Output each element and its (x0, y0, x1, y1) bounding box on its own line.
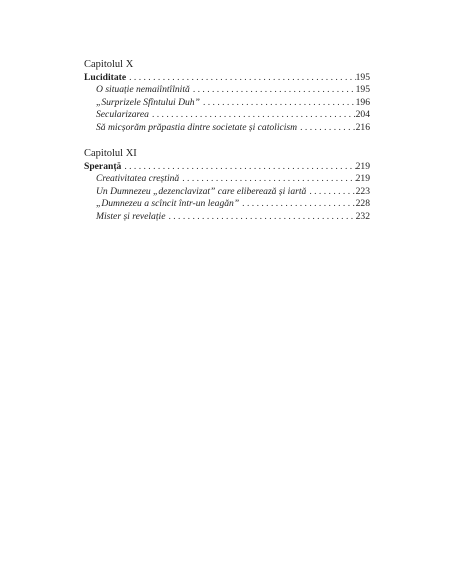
table-of-contents (84, 59, 370, 237)
dot-leader (239, 198, 355, 210)
dot-leader (179, 173, 355, 185)
dot-leader (200, 97, 356, 109)
toc-entry-page: 204 (355, 109, 370, 121)
dot-leader (121, 161, 355, 173)
toc-entry-page: 195 (355, 72, 370, 83)
toc-entry-title: Un Dumnezeu „dezenclavizat” care eliberează și iartă (96, 185, 307, 197)
toc-entry-title: Luciditate (84, 72, 127, 83)
toc-entry-page: 219 (355, 173, 370, 185)
toc-entry-page: 232 (355, 210, 370, 222)
toc-entry[interactable] (84, 97, 370, 109)
toc-entry-title: Să micșorăm prăpastia dintre societate și catolicism (96, 121, 298, 133)
toc-entry-page: 195 (355, 84, 370, 96)
toc-entry[interactable] (84, 186, 370, 198)
toc-entry[interactable] (84, 211, 370, 223)
dot-leader (126, 72, 356, 84)
toc-entry-main[interactable] (84, 161, 370, 173)
toc-entry-page: 219 (355, 161, 370, 173)
toc-entry[interactable] (84, 84, 370, 96)
toc-section-chapter-xi (84, 148, 370, 223)
toc-entry[interactable] (84, 173, 370, 185)
toc-entry[interactable] (84, 198, 370, 210)
toc-entry-title: Mister și revelație (96, 210, 166, 222)
dot-leader (190, 84, 356, 96)
toc-entry-page: 216 (355, 121, 370, 133)
dot-leader (297, 122, 356, 134)
toc-entry-page: 196 (355, 96, 370, 108)
toc-entry-title: Secularizarea (96, 109, 149, 121)
toc-entry[interactable] (84, 122, 370, 134)
toc-entry-title: O situație nemaiîntîlnită (96, 84, 190, 96)
toc-entry-title: „Surprizele Sfîntului Duh” (96, 96, 200, 108)
toc-entry-main[interactable] (84, 72, 370, 84)
chapter-heading: Capitolul XI (84, 148, 137, 160)
toc-entry-page: 223 (355, 185, 370, 197)
chapter-heading: Capitolul X (84, 59, 134, 70)
dot-leader (149, 109, 356, 121)
toc-entry-title: „Dumnezeu a scîncit într-un leagăn” (96, 198, 240, 210)
dot-leader (306, 186, 355, 198)
toc-entry[interactable] (84, 109, 370, 121)
dot-leader (165, 211, 355, 223)
toc-entry-page: 228 (355, 198, 370, 210)
toc-entry-title: Creativitatea creștină (96, 173, 180, 185)
toc-section-chapter-x (84, 59, 370, 134)
toc-entry-title: Speranță (84, 161, 122, 173)
